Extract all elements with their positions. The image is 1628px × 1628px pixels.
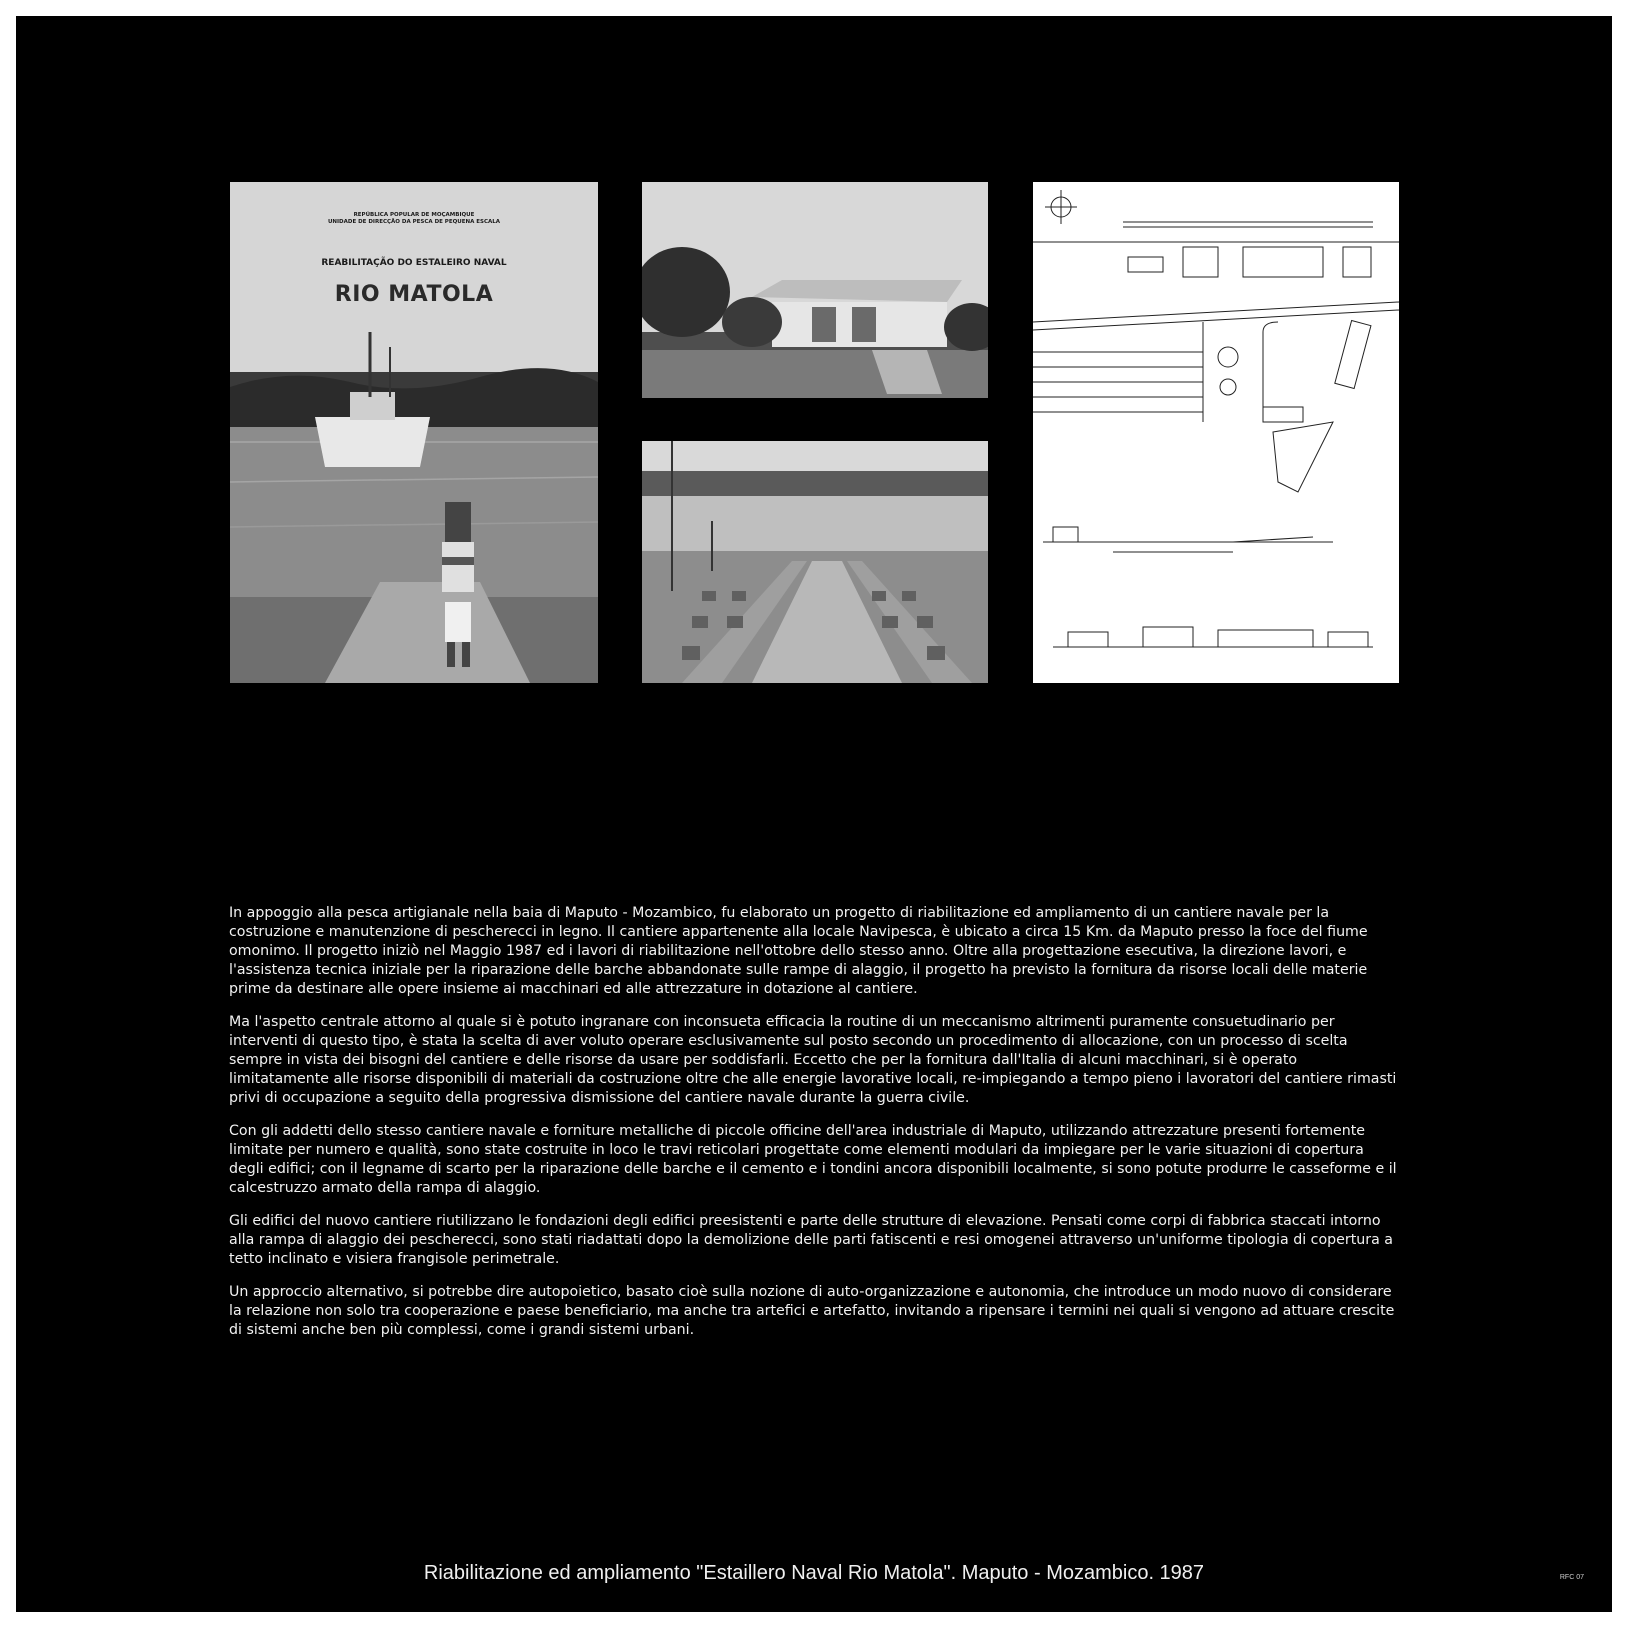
brochure-cover-image (230, 182, 598, 683)
project-description (229, 904, 1399, 1354)
cover-header-line-1: REPÚBLICA POPULAR DE MOÇAMBIQUE (353, 212, 475, 218)
site-plan-drawing (1033, 182, 1399, 683)
description-paragraph: Un approccio alternativo, si potrebbe dire autopoietico, basato cioè sulla nozione di auto-organizzazione e autonomia, che introduce un modo nuovo di considerare la relazione non solo tra cooperazione e paese beneficiario, ma anche tra artefici e artefatto, invitando a ripensare i termini nei quali si vengono ad attuare crescite di sistemi anche ben più complessi, come i grandi sistemi urbani. (229, 1284, 1395, 1338)
slipway-photo (642, 441, 988, 683)
cover-subtitle: REABILITAÇÃO DO ESTALEIRO NAVAL (321, 258, 507, 268)
board-code-tag: RFC 07 (1559, 1574, 1584, 1581)
description-paragraph: Ma l'aspetto centrale attorno al quale si è potuto ingranare con inconsueta efficacia la routine di un meccanismo altrimenti puramente consuetudinario per interventi di questo tipo, è stata la scelta di aver voluto operare esclusivamente sul posto secondo un procedimento di allocazione, con un processo di scelta sempre in vista dei bisogni del cantiere e delle risorse da usare per soddisfarli. Eccetto che per la fornitura dall'Italia di alcuni macchinari, si è operato limitatamente alle risorse disponibili di materiali da costruzione oltre che alle energie lavorative locali, re-impiegando a tempo pieno i lavoratori del cantiere rimasti privi di occupazione a seguito della progressiva dismissione del cantiere navale durante la guerra civile. (229, 1014, 1397, 1106)
building-photo (642, 182, 988, 398)
description-paragraph: In appoggio alla pesca artigianale nella baia di Maputo - Mozambico, fu elaborato un progetto di riabilitazione ed ampliamento di un cantiere navale per la costruzione e manutenzione di pescherecci in legno. Il cantiere appartenente alla locale Navipesca, è ubicato a circa 15 Km. da Maputo presso la foce del fiume omonimo. Il progetto iniziò nel Maggio 1987 ed i lavori di riabilitazione nell'ottobre dello stesso anno. Oltre alla progettazione esecutiva, la direzione lavori, e l'assistenza tecnica iniziale per la riparazione delle barche abbandonate sulle rampe di alaggio, il progetto ha previsto la fornitura da risorse locali delle materie prime da destinare alle opere insieme ai macchinari ed alle attrezzature in dotazione al cantiere. (229, 905, 1368, 997)
presentation-board (16, 16, 1612, 1612)
description-paragraph: Gli edifici del nuovo cantiere riutilizzano le fondazioni degli edifici preesistenti e parte delle strutture di elevazione. Pensati come corpi di fabbrica staccati intorno alla rampa di alaggio dei pescherecci, sono stati riadattati dopo la demolizione delle parti fatiscenti e resi omogenei attraverso un'uniforme tipologia di copertura a tetto inclinato e visiera frangisole perimetrale. (229, 1213, 1393, 1267)
description-paragraph: Con gli addetti dello stesso cantiere navale e forniture metalliche di piccole officine dell'area industriale di Maputo, utilizzando attrezzature presenti fortemente limitate per numero e qualità, sono state costruite in loco le travi reticolari progettate come elementi modulari da impiegare per le varie situazioni di copertura degli edifici; con il legname di scarto per la riparazione delle barche e il cemento e i tondini ancora disponibili localmente, si sono potute produrre le casseforme e il calcestruzzo armato della rampa di alaggio. (229, 1123, 1397, 1196)
cover-title: RIO MATOLA (334, 282, 494, 307)
board-caption: Riabilitazione ed ampliamento "Estaillero Naval Rio Matola". Maputo - Mozambico. 1987 (423, 1562, 1205, 1584)
cover-header-line-2: UNIDADE DE DIRECÇÃO DA PESCA DE PEQUENA ESCALA (327, 219, 501, 225)
